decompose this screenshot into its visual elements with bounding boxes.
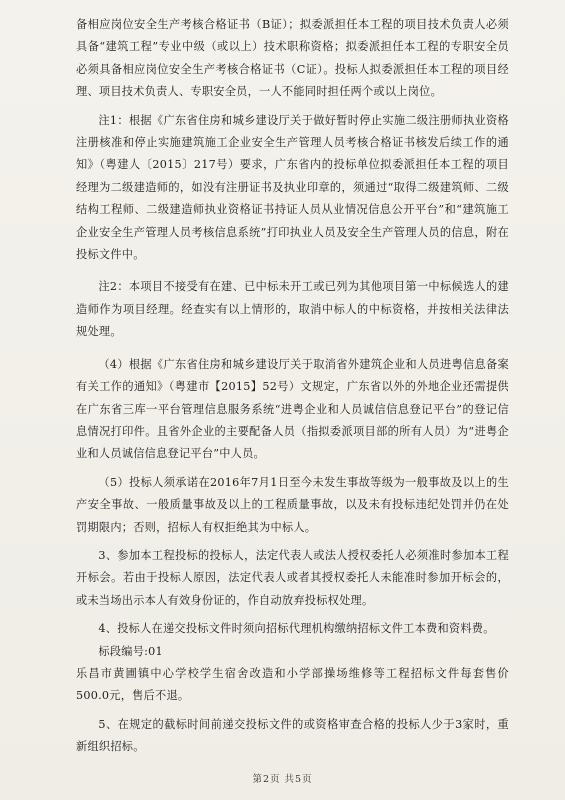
paragraph-section-4: 4、投标人在递交投标文件时须向招标代理机构缴纳招标文件工本费和资料费。 xyxy=(98,622,495,636)
paragraph-fee: 乐昌市黄圃镇中心学校学生宿舍改造和小学部操场维修等工程招标文件每套售价500.0元，售后不退。 xyxy=(76,666,509,703)
paragraph-item-5: （5）投标人须承诺在2016年7月1日至今未发生事故等级为一般事故及以上的生产安全事故、一般质量事故及以上的工程质量事故，以及未有投标违纪处罚并仍在处罚期限内；否则，招标人有权拒绝其为中标人。 xyxy=(76,475,509,534)
paragraph-section-5: 5、在规定的截标时间前递交投标文件的或资格审查合格的投标人少于3家时，重新组织招标。 xyxy=(76,717,509,754)
paragraph-section-3: 3、参加本工程投标的投标人，法定代表人或法人授权委托人必须准时参加本工程开标会。若由于投标人原因，法定代表人或者其授权委托人未能准时参加开标会的，或未当场出示本人有效身份证的，作自动放弃投标权处理。 xyxy=(76,548,509,607)
paragraph-note-2: 注2：本项目不接受有在建、已中标未开工或已列为其他项目第一中标候选人的建造师作为项目经理。经查实有以上情形的，取消中标人的中标资格，并按相关法律法规处理。 xyxy=(76,280,509,339)
paragraph-continuation: 备相应岗位安全生产考核合格证书（B证）；拟委派担任本工程的项目技术负责人必须具备“建筑工程”专业中级（或以上）技术职称资格；拟委派担任本工程的专职安全员必须具备相应岗位安全生产考核合格证书（C证）。投标人拟委派担任本工程的项目经理、项目技术负责人、专职安全员，一人不能同时担任两个或以上岗位。 xyxy=(76,18,509,99)
section-number: 标段编号:01 xyxy=(98,644,163,658)
page-number-footer: 第2页 共5页 xyxy=(252,774,313,785)
paragraph-note-1: 注1：根据《广东省住房和城乡建设厅关于做好暂时停止实施二级注册师执业资格注册核准和停止实施建筑施工企业安全生产管理人员考核合格证书核发后续工作的通知》（粤建人〔2015〕217号）要求，广东省内的投标单位拟委派担任本工程的项目经理为二级建造师的，如没有注册证书及执业印章的，须通过“取得二级建筑师、二级结构工程师、二级建造师执业资格证书持证人员从业情况信息公开平台”和“建筑施工企业安全生产管理人员考核信息系统”打印执业人员及安全生产管理人员的信息，附在投标文件中。 xyxy=(76,113,509,262)
paragraph-item-4: （4）根据《广东省住房和城乡建设厅关于取消省外建筑企业和人员进粤信息备案有关工作的通知》（粤建市【2015】52号）文规定，广东省以外的外地企业还需提供在广东省三库一平台管理信息服务系统“进粤企业和人员诚信信息登记平台”的登记信息情况打印件。且省外企业的主要配备人员（指拟委派项目部的所有人员）为“进粤企业和人员诚信信息登记平台”中人员。 xyxy=(76,357,509,461)
